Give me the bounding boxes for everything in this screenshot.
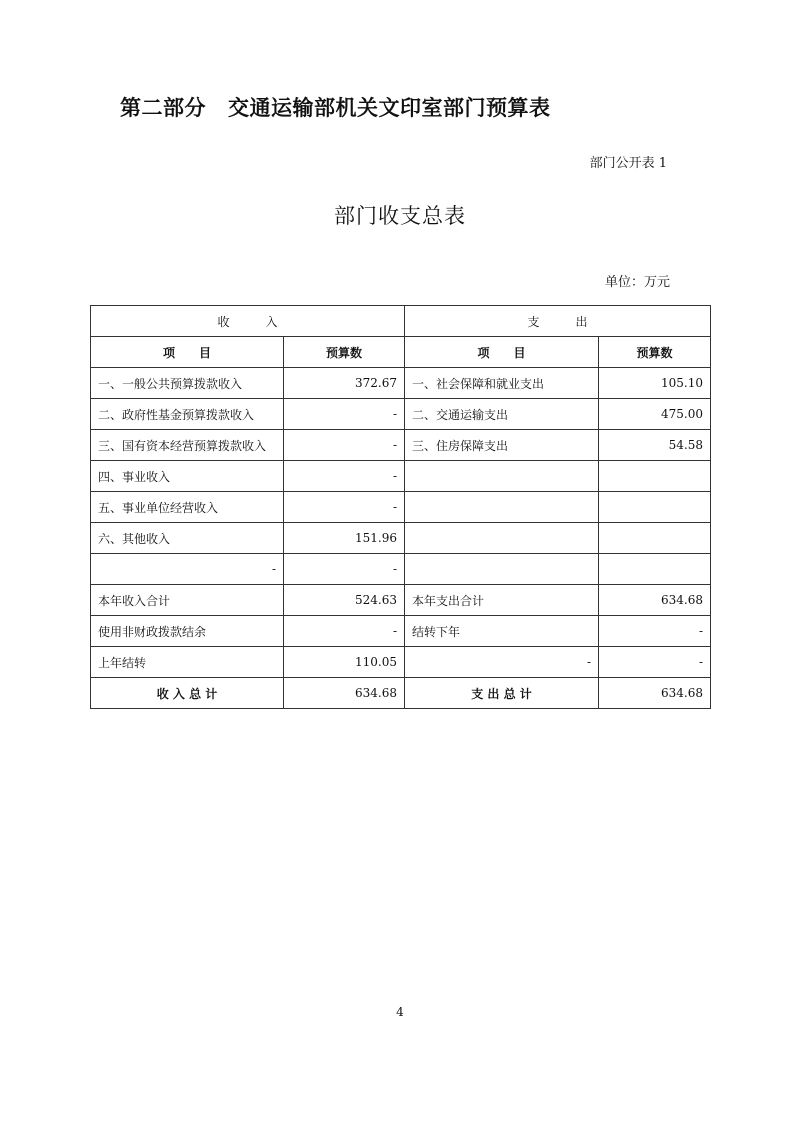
- expense-item: 本年支出合计: [405, 585, 599, 616]
- column-header-row: [91, 337, 711, 368]
- expense-value: [599, 461, 711, 492]
- income-value: -: [284, 430, 405, 461]
- expense-item-column-header: 项 目: [405, 337, 599, 368]
- income-item: 一、一般公共预算拨款收入: [91, 368, 284, 399]
- expense-item: 一、社会保障和就业支出: [405, 368, 599, 399]
- table-row: [91, 523, 711, 554]
- table-row: [91, 461, 711, 492]
- expense-item: [405, 523, 599, 554]
- table-row: [91, 616, 711, 647]
- income-value: 524.63: [284, 585, 405, 616]
- table-header-row: [91, 306, 711, 337]
- total-row: [91, 678, 711, 709]
- table-row: [91, 368, 711, 399]
- budget-table: [90, 305, 711, 709]
- income-item: 本年收入合计: [91, 585, 284, 616]
- expense-value: 634.68: [599, 585, 711, 616]
- income-budget-column-header: 预算数: [284, 337, 405, 368]
- income-item: -: [91, 554, 284, 585]
- table-row: [91, 647, 711, 678]
- expense-header: 支 出: [405, 306, 711, 337]
- expense-item: [405, 461, 599, 492]
- part-name: 交通运输部机关文印室部门预算表: [228, 96, 551, 120]
- table-title: 部门收支总表: [334, 204, 466, 228]
- income-item: 四、事业收入: [91, 461, 284, 492]
- income-item: 使用非财政拨款结余: [91, 616, 284, 647]
- expense-value: [599, 554, 711, 585]
- unit-label: 单位：万元: [604, 275, 670, 290]
- expense-value: -: [599, 647, 711, 678]
- income-value: 372.67: [284, 368, 405, 399]
- expense-value: 105.10: [599, 368, 711, 399]
- income-value: 151.96: [284, 523, 405, 554]
- table-row: [91, 430, 711, 461]
- income-total-label: 收 入 总 计: [91, 678, 284, 709]
- table-row: [91, 585, 711, 616]
- table-row: [91, 399, 711, 430]
- income-item: 五、事业单位经营收入: [91, 492, 284, 523]
- expense-total-value: 634.68: [599, 678, 711, 709]
- income-value: -: [284, 461, 405, 492]
- part-title: [120, 92, 551, 122]
- income-item: 六、其他收入: [91, 523, 284, 554]
- page-number: 4: [396, 1005, 404, 1019]
- expense-value: 54.58: [599, 430, 711, 461]
- expense-value: 475.00: [599, 399, 711, 430]
- expense-value: [599, 492, 711, 523]
- expense-item: [405, 492, 599, 523]
- expense-budget-column-header: 预算数: [599, 337, 711, 368]
- expense-item: [405, 554, 599, 585]
- expense-item: -: [405, 647, 599, 678]
- expense-item: 二、交通运输支出: [405, 399, 599, 430]
- income-value: -: [284, 616, 405, 647]
- income-item-column-header: 项 目: [91, 337, 284, 368]
- table-row: [91, 554, 711, 585]
- part-label: 第二部分: [120, 96, 206, 120]
- table-row: [91, 492, 711, 523]
- table-number: 部门公开表 1: [589, 156, 667, 171]
- income-value: -: [284, 399, 405, 430]
- income-item: 二、政府性基金预算拨款收入: [91, 399, 284, 430]
- expense-total-label: 支 出 总 计: [405, 678, 599, 709]
- expense-item: 三、住房保障支出: [405, 430, 599, 461]
- income-item: 上年结转: [91, 647, 284, 678]
- expense-value: -: [599, 616, 711, 647]
- expense-value: [599, 523, 711, 554]
- income-total-value: 634.68: [284, 678, 405, 709]
- income-value: 110.05: [284, 647, 405, 678]
- income-item: 三、国有资本经营预算拨款收入: [91, 430, 284, 461]
- income-value: -: [284, 554, 405, 585]
- income-header: 收 入: [91, 306, 405, 337]
- income-value: -: [284, 492, 405, 523]
- expense-item: 结转下年: [405, 616, 599, 647]
